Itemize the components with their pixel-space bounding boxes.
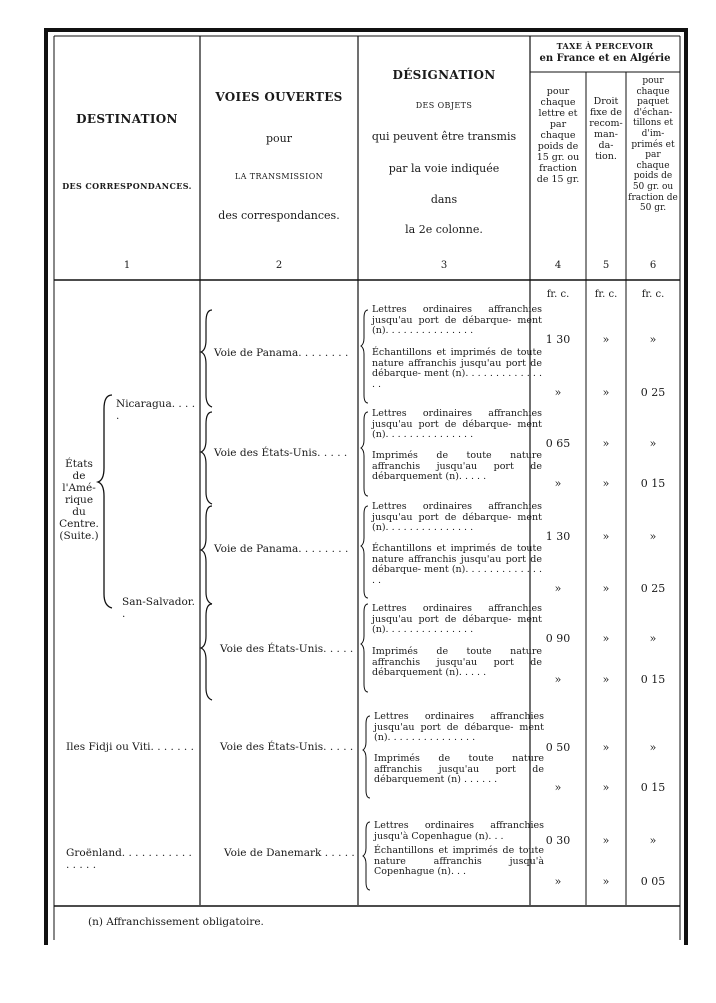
- col2-subtitle: LA TRANSMISSION: [234, 172, 324, 181]
- col3-line1: qui peuvent être transmis: [371, 130, 517, 143]
- object-description: Lettres ordinaires affranchies jusqu'au port de débarque- ment (n). . . . . . . . . . . . . . .: [374, 711, 544, 744]
- rate-col4: 0 90: [545, 632, 571, 645]
- rate-col6: 0 15: [640, 781, 666, 794]
- rate-col5: »: [602, 477, 610, 490]
- rate-col4: »: [554, 781, 562, 794]
- taxe-title: TAXE À PERCEVOIR: [556, 41, 654, 51]
- route-label: Voie des États-Unis. . . . .: [220, 643, 354, 655]
- rate-col6: 0 15: [640, 673, 666, 686]
- object-description: Échantillons et imprimés de toute nature affranchis jusqu'au port de débarque- ment (n). . . . . . . . . . . . . . .: [372, 347, 542, 390]
- rate-col6: »: [649, 530, 657, 543]
- rate-col4: 0 65: [545, 437, 571, 450]
- col1-subtitle: DES CORRESPONDANCES.: [62, 181, 192, 191]
- object-description: Lettres ordinaires affranchies jusqu'au port de débarque- ment (n). . . . . . . . . . . . . . .: [372, 603, 542, 636]
- route-label: Voie des États-Unis. . . . .: [220, 741, 354, 753]
- col3-title: DÉSIGNATION: [392, 68, 496, 82]
- col5-number: 5: [602, 260, 610, 271]
- rate-col4: 0 50: [545, 741, 571, 754]
- rate-col5: »: [602, 741, 610, 754]
- taxe-subtitle: en France et en Algérie: [539, 53, 671, 64]
- rate-col6: 0 25: [640, 582, 666, 595]
- subgroup-nicaragua: Nicaragua. . . . .: [116, 398, 196, 422]
- rate-col4: »: [554, 875, 562, 888]
- col6-number: 6: [649, 260, 657, 271]
- object-description: Lettres ordinaires affranchies jusqu'à Copenhague (n). . .: [374, 820, 544, 842]
- rate-col4: »: [554, 386, 562, 399]
- object-description: Imprimés de toute nature affranchis jusqu'au port de débarquement (n). . . . .: [372, 450, 542, 483]
- rate-col6: 0 15: [640, 477, 666, 490]
- rate-col4: »: [554, 673, 562, 686]
- rate-col5: »: [602, 834, 610, 847]
- route-label: Voie de Panama. . . . . . . .: [214, 347, 349, 359]
- rate-col6: »: [649, 437, 657, 450]
- col2-pour: pour: [265, 132, 292, 145]
- rate-col4: 1 30: [545, 333, 571, 346]
- rate-col4: 0 30: [545, 834, 571, 847]
- rate-col6: »: [649, 741, 657, 754]
- rate-col5: »: [602, 333, 610, 346]
- destination-groenland: Groënland. . . . . . . . . . . . . . . .: [66, 847, 192, 871]
- route-label: Voie de Panama. . . . . . . .: [214, 543, 349, 555]
- col4-number: 4: [554, 260, 562, 271]
- col6-header: pour chaque paquet d'échan- tillons et d'im- primés et par chaque poids de 50 gr. ou fraction de 50 gr.: [628, 76, 678, 214]
- col4-header: pour chaque lettre et par chaque poids de 15 gr. ou fraction de 15 gr.: [536, 86, 580, 185]
- rate-col6: 0 05: [640, 875, 666, 888]
- col2-title: VOIES OUVERTES: [215, 90, 343, 104]
- route-label: Voie de Danemark . . . . .: [224, 847, 355, 859]
- rate-col5: »: [602, 582, 610, 595]
- rate-col6: »: [649, 333, 657, 346]
- footnote: (n) Affranchissement obligatoire.: [88, 916, 264, 928]
- object-description: Imprimés de toute nature affranchis jusqu'au port de débarquement (n). . . . .: [372, 646, 542, 679]
- object-description: Lettres ordinaires affranchies jusqu'au port de débarque- ment (n). . . . . . . . . . . . . . .: [372, 501, 542, 534]
- object-description: Échantillons et imprimés de toute nature affranchis jusqu'au port de débarque- ment (n). . . . . . . . . . . . . . .: [372, 543, 542, 586]
- rate-col5: »: [602, 673, 610, 686]
- rate-col5: »: [602, 632, 610, 645]
- object-description: Lettres ordinaires affranchies jusqu'au port de débarque- ment (n). . . . . . . . . . . . . . .: [372, 304, 542, 337]
- col2-end: des correspondances.: [218, 209, 340, 222]
- rate-col6: 0 25: [640, 386, 666, 399]
- rate-col5: »: [602, 437, 610, 450]
- rate-col4: »: [554, 582, 562, 595]
- col3-line4: la 2e colonne.: [405, 223, 483, 236]
- col1-title: DESTINATION: [76, 112, 178, 126]
- object-description: Échantillons et imprimés de toute nature affranchis jusqu'à Copenhague (n). . .: [374, 845, 544, 878]
- rate-col6: »: [649, 632, 657, 645]
- rate-col5: »: [602, 530, 610, 543]
- object-description: Imprimés de toute nature affranchis jusqu'au port de débarquement (n) . . . . . .: [374, 753, 544, 786]
- group-name: États de l'Amé- rique du Centre. (Suite.): [59, 458, 99, 542]
- col1-number: 1: [123, 260, 131, 271]
- col3-line3: dans: [430, 193, 458, 206]
- unit-col4: fr. c.: [546, 289, 570, 300]
- destination-fidji: Iles Fidji ou Viti. . . . . . .: [66, 741, 194, 753]
- route-label: Voie des États-Unis. . . . .: [214, 447, 348, 459]
- rate-col4: »: [554, 477, 562, 490]
- rate-col5: »: [602, 781, 610, 794]
- rate-col6: »: [649, 834, 657, 847]
- col3-number: 3: [440, 260, 448, 271]
- unit-col6: fr. c.: [641, 289, 665, 300]
- rate-col4: 1 30: [545, 530, 571, 543]
- subgroup-san-salvador: San-Salvador. .: [122, 596, 196, 620]
- rate-col5: »: [602, 386, 610, 399]
- unit-col5: fr. c.: [594, 289, 618, 300]
- col2-number: 2: [275, 260, 283, 271]
- col3-line2: par la voie indiquée: [388, 162, 500, 175]
- object-description: Lettres ordinaires affranchies jusqu'au port de débarque- ment (n). . . . . . . . . . . . . . .: [372, 408, 542, 441]
- rate-col5: »: [602, 875, 610, 888]
- col3-subtitle: DES OBJETS: [415, 101, 473, 110]
- col5-header: Droit fixe de recom- man- da- tion.: [589, 96, 623, 162]
